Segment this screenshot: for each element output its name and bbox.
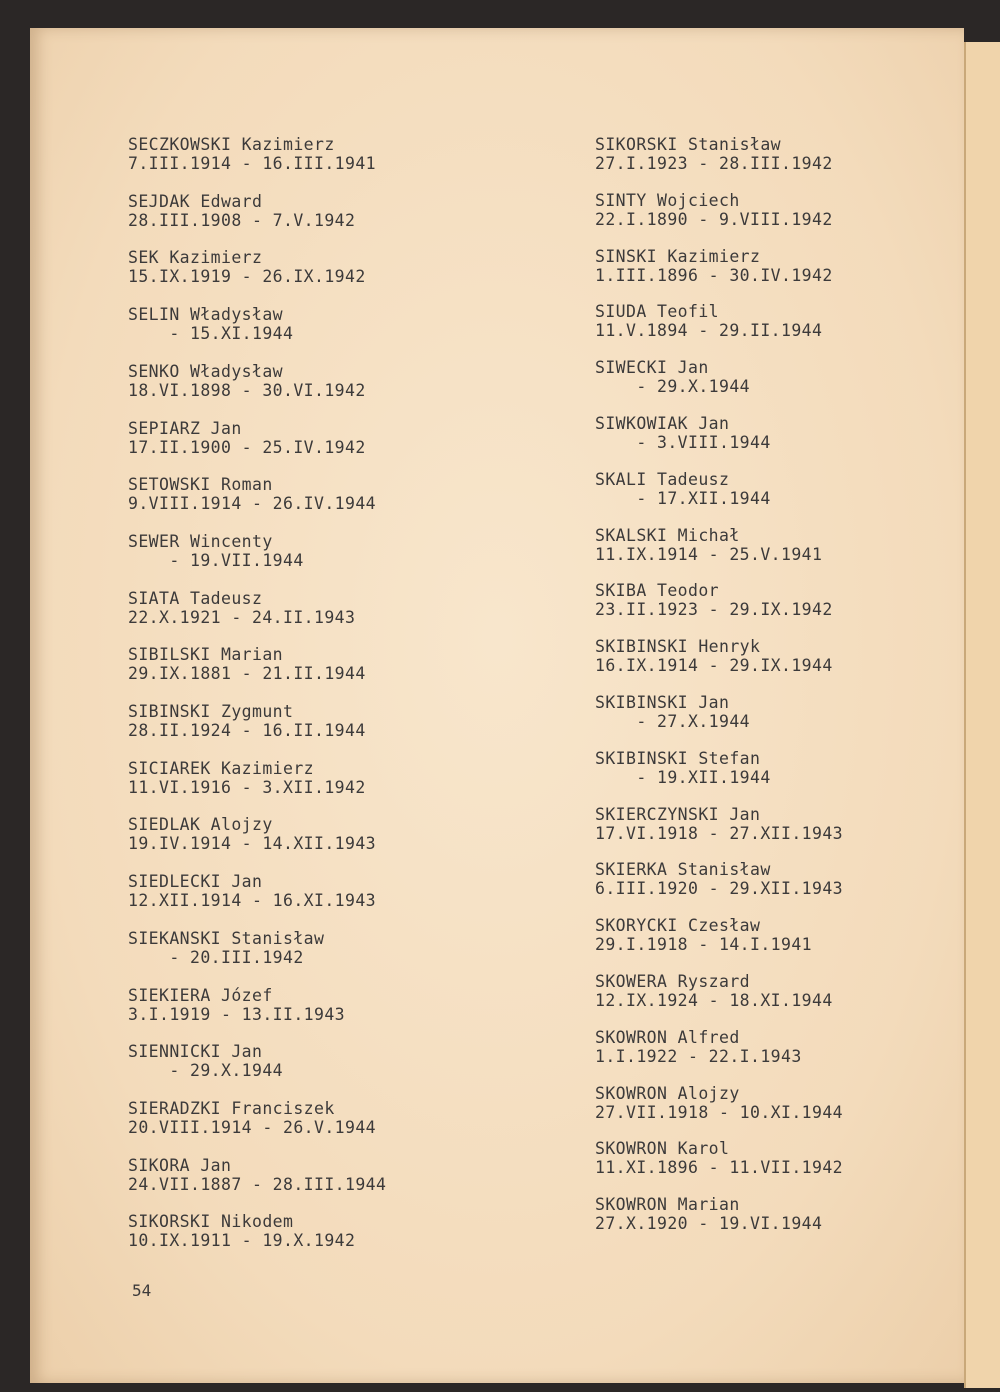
entry-dates: - 15.XI.1944 <box>128 324 294 344</box>
list-item <box>595 637 955 675</box>
entry-name: SKALI Tadeusz <box>595 469 730 489</box>
list-item <box>595 191 955 229</box>
list-item <box>595 1195 955 1233</box>
entry-name: SEPIARZ Jan <box>128 418 242 438</box>
entry-name: SKIBINSKI Henryk <box>595 637 761 657</box>
list-item <box>128 1042 488 1080</box>
list-item <box>128 589 488 627</box>
entry-dates: 20.VIII.1914 - 26.V.1944 <box>128 1117 377 1137</box>
next-page-edge <box>964 42 1000 1388</box>
list-item <box>595 1028 955 1066</box>
entry-dates: 11.V.1894 - 29.II.1944 <box>595 321 823 341</box>
entry-name: SKIBINSKI Jan <box>595 693 730 712</box>
list-item <box>595 358 955 396</box>
list-item <box>595 749 955 787</box>
entry-dates: 23.II.1923 - 29.IX.1942 <box>595 600 833 620</box>
entry-name: SKOWRON Alfred <box>595 1027 740 1047</box>
entry-name: SIKORA Jan <box>128 1155 232 1175</box>
entry-name: SKALSKI Michał <box>595 525 740 545</box>
list-item <box>595 581 955 619</box>
entry-name: SIKORSKI Stanisław <box>595 135 782 154</box>
entry-dates: 27.X.1920 - 19.VI.1944 <box>595 1214 823 1234</box>
list-item <box>128 759 488 797</box>
list-item <box>128 929 488 967</box>
entry-name: SKOWRON Karol <box>595 1139 730 1159</box>
entry-name: SEWER Wincenty <box>128 531 273 551</box>
entry-name: SICIAREK Kazimierz <box>128 758 315 778</box>
entry-dates: 7.III.1914 - 16.III.1941 <box>128 154 377 173</box>
entry-dates: 28.II.1924 - 16.II.1944 <box>128 721 366 740</box>
entry-name: SIWECKI Jan <box>595 358 709 378</box>
list-item <box>128 192 488 230</box>
list-item <box>128 532 488 570</box>
list-item <box>595 302 955 340</box>
entry-name: SIWKOWIAK Jan <box>595 414 730 433</box>
entry-name: SIATA Tadeusz <box>128 588 263 608</box>
entry-dates: 9.VIII.1914 - 26.IV.1944 <box>128 494 377 514</box>
entry-name: SECZKOWSKI Kazimierz <box>128 135 335 154</box>
entry-dates: 12.XII.1914 - 16.XI.1943 <box>128 891 377 911</box>
list-item <box>595 470 955 508</box>
list-item <box>128 986 488 1024</box>
page-number: 54 <box>132 1281 152 1300</box>
list-item <box>595 1084 955 1122</box>
entry-dates: 1.I.1922 - 22.I.1943 <box>595 1046 802 1066</box>
list-item <box>595 972 955 1010</box>
entry-dates: - 20.III.1942 <box>128 947 304 967</box>
list-item <box>595 805 955 843</box>
entry-name: SINTY Wojciech <box>595 190 740 210</box>
entry-name: SENKO Władysław <box>128 361 284 381</box>
entry-name: SIENNICKI Jan <box>128 1042 263 1062</box>
entry-dates: 22.X.1921 - 24.II.1943 <box>128 607 356 627</box>
entry-name: SKORYCKI Czesław <box>595 916 761 936</box>
entry-dates: - 29.X.1944 <box>595 377 751 397</box>
list-item <box>595 916 955 954</box>
list-item <box>595 414 955 452</box>
entry-name: SKOWERA Ryszard <box>595 972 751 991</box>
list-item <box>128 872 488 910</box>
entry-name: SIKORSKI Nikodem <box>128 1212 294 1232</box>
entry-dates: 11.IX.1914 - 25.V.1941 <box>595 544 823 564</box>
entry-name: SKOWRON Alojzy <box>595 1083 740 1103</box>
list-item <box>128 475 488 513</box>
entry-name: SEK Kazimierz <box>128 248 263 268</box>
entry-dates: 3.I.1919 - 13.II.1943 <box>128 1004 346 1024</box>
entry-dates: 10.IX.1911 - 19.X.1942 <box>128 1231 356 1251</box>
list-item <box>595 1139 955 1177</box>
list-item <box>128 362 488 400</box>
entry-dates: 11.VI.1916 - 3.XII.1942 <box>128 777 366 797</box>
entry-name: SIERADZKI Franciszek <box>128 1098 335 1118</box>
entry-name: SETOWSKI Roman <box>128 475 273 495</box>
entry-name: SIBILSKI Marian <box>128 645 284 665</box>
entry-name: SEJDAK Edward <box>128 191 263 211</box>
entry-name: SIEDLECKI Jan <box>128 872 263 892</box>
list-item <box>128 305 488 343</box>
entry-dates: 18.VI.1898 - 30.VI.1942 <box>128 380 366 400</box>
list-item <box>128 815 488 853</box>
entry-dates: 11.XI.1896 - 11.VII.1942 <box>595 1158 844 1178</box>
entry-name: SINSKI Kazimierz <box>595 246 761 266</box>
entry-dates: - 19.XII.1944 <box>595 767 771 787</box>
entry-dates: 1.III.1896 - 30.IV.1942 <box>595 265 833 285</box>
entry-dates: - 17.XII.1944 <box>595 488 771 508</box>
entry-dates: 17.VI.1918 - 27.XII.1943 <box>595 823 844 843</box>
list-item <box>128 419 488 457</box>
list-item <box>128 1156 488 1194</box>
entry-name: SIBINSKI Zygmunt <box>128 702 294 721</box>
entry-dates: 28.III.1908 - 7.V.1942 <box>128 210 356 230</box>
entry-dates: 29.I.1918 - 14.I.1941 <box>595 935 813 955</box>
entry-dates: - 19.VII.1944 <box>128 550 304 570</box>
entry-name: SKIERKA Stanisław <box>595 860 771 880</box>
list-item <box>128 645 488 683</box>
list-item <box>128 1212 488 1250</box>
list-item <box>128 135 488 173</box>
entry-dates: - 27.X.1944 <box>595 712 751 731</box>
list-item <box>595 860 955 898</box>
entry-dates: 16.IX.1914 - 29.IX.1944 <box>595 656 833 676</box>
list-item <box>128 1099 488 1137</box>
entry-dates: 24.VII.1887 - 28.III.1944 <box>128 1174 387 1194</box>
entry-dates: 6.III.1920 - 29.XII.1943 <box>595 879 844 899</box>
entry-name: SIEKIERA Józef <box>128 985 273 1005</box>
list-item <box>128 248 488 286</box>
entry-name: SELIN Władysław <box>128 305 284 325</box>
list-item <box>595 693 955 731</box>
entry-name: SKIBA Teodor <box>595 581 720 601</box>
entry-dates: 19.IV.1914 - 14.XII.1943 <box>128 834 377 854</box>
entry-name: SKIERCZYNSKI Jan <box>595 804 761 824</box>
list-item <box>128 702 488 740</box>
entry-dates: 12.IX.1924 - 18.XI.1944 <box>595 991 833 1010</box>
entry-name: SIEKANSKI Stanisław <box>128 928 325 948</box>
entry-name: SKOWRON Marian <box>595 1195 740 1215</box>
entry-dates: 27.I.1923 - 28.III.1942 <box>595 154 833 173</box>
entry-dates: 15.IX.1919 - 26.IX.1942 <box>128 267 366 287</box>
list-item <box>595 247 955 285</box>
list-item <box>595 135 955 173</box>
entry-dates: 29.IX.1881 - 21.II.1944 <box>128 664 366 684</box>
entry-name: SKIBINSKI Stefan <box>595 748 761 768</box>
entry-dates: 17.II.1900 - 25.IV.1942 <box>128 437 366 457</box>
entry-dates: 27.VII.1918 - 10.XI.1944 <box>595 1102 844 1122</box>
list-item <box>595 526 955 564</box>
entry-dates: 22.I.1890 - 9.VIII.1942 <box>595 209 833 229</box>
entry-name: SIUDA Teofil <box>595 302 720 322</box>
entry-dates: - 29.X.1944 <box>128 1061 284 1081</box>
entry-name: SIEDLAK Alojzy <box>128 815 273 835</box>
entry-dates: - 3.VIII.1944 <box>595 433 771 452</box>
